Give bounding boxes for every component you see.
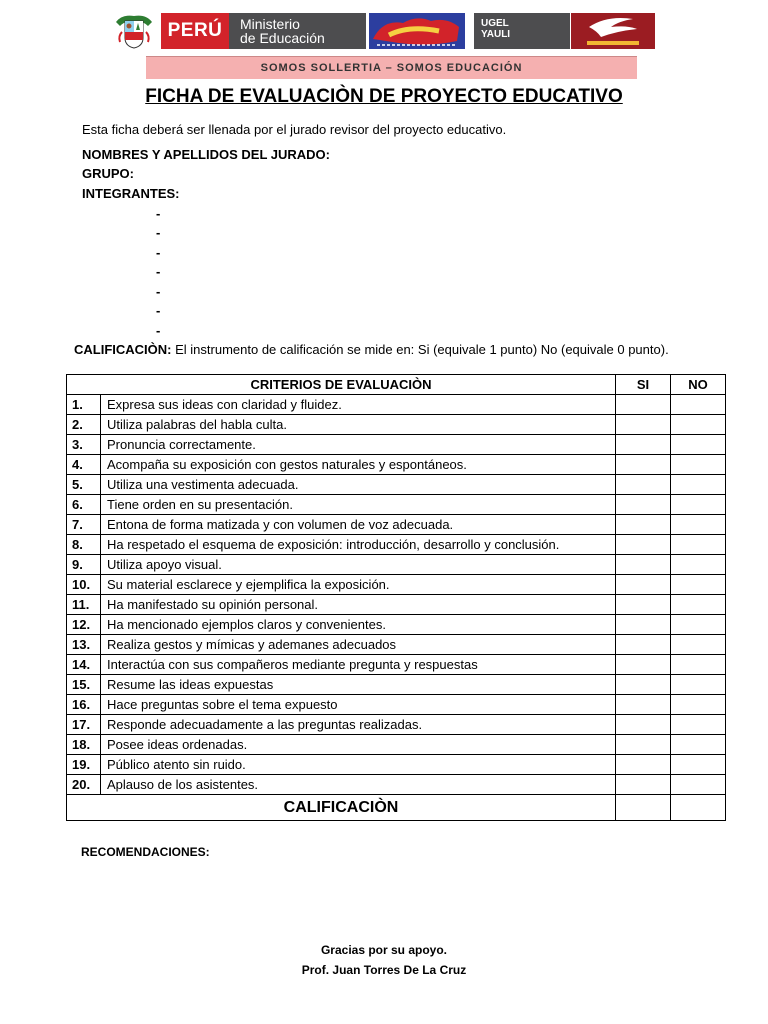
- no-mark-cell[interactable]: [671, 655, 726, 675]
- no-mark-cell[interactable]: [671, 615, 726, 635]
- table-header-row: [67, 375, 726, 395]
- criterion-text: Responde adecuadamente a las preguntas realizadas.: [101, 715, 616, 735]
- member-line: -: [156, 245, 161, 260]
- table-row: [67, 595, 726, 615]
- criterion-number: 14.: [67, 655, 101, 675]
- table-row: [67, 535, 726, 555]
- no-mark-cell[interactable]: [671, 735, 726, 755]
- criterion-text: Ha mencionado ejemplos claros y convenientes.: [101, 615, 616, 635]
- yes-mark-cell[interactable]: [616, 515, 671, 535]
- criteria-rows: [67, 395, 726, 821]
- author-name: Prof. Juan Torres De La Cruz: [301, 963, 467, 977]
- criterion-number: 19.: [67, 755, 101, 775]
- yes-mark-cell[interactable]: [616, 435, 671, 455]
- grading-text: El instrumento de calificación se mide en: Si (equivale 1 punto) No (equivale 0 punto).: [175, 342, 669, 357]
- no-mark-cell[interactable]: [671, 715, 726, 735]
- criterion-text: Hace preguntas sobre el tema expuesto: [101, 695, 616, 715]
- criterion-number: 18.: [67, 735, 101, 755]
- yes-mark-cell[interactable]: [616, 475, 671, 495]
- no-mark-cell[interactable]: [671, 515, 726, 535]
- no-mark-cell[interactable]: [671, 495, 726, 515]
- no-mark-cell[interactable]: [671, 775, 726, 795]
- yes-mark-cell[interactable]: [616, 455, 671, 475]
- criterion-text: Aplauso de los asistentes.: [101, 775, 616, 795]
- yes-mark-cell[interactable]: [616, 655, 671, 675]
- criterion-text: Utiliza apoyo visual.: [101, 555, 616, 575]
- criterion-number: 3.: [67, 435, 101, 455]
- member-line: -: [156, 323, 161, 338]
- member-line: -: [156, 206, 161, 221]
- no-mark-cell[interactable]: [671, 455, 726, 475]
- table-row: [67, 635, 726, 655]
- document-title: FICHA DE EVALUACIÒN DE PROYECTO EDUCATIVO: [145, 86, 623, 107]
- no-mark-cell[interactable]: [671, 575, 726, 595]
- criterion-text: Pronuncia correctamente.: [101, 435, 616, 455]
- table-row: [67, 395, 726, 415]
- total-row: [67, 795, 726, 821]
- ugel-line-1: UGEL: [481, 18, 509, 29]
- criterion-text: Público atento sin ruido.: [101, 755, 616, 775]
- yes-mark-cell[interactable]: [616, 595, 671, 615]
- grading-label: CALIFICACIÒN:: [74, 342, 172, 357]
- yes-header: SI: [616, 375, 671, 395]
- yes-mark-cell[interactable]: [616, 695, 671, 715]
- table-row: [67, 475, 726, 495]
- criterion-text: Utiliza palabras del habla culta.: [101, 415, 616, 435]
- criterion-number: 15.: [67, 675, 101, 695]
- ministry-line-2: de Educación: [240, 30, 325, 46]
- yes-mark-cell[interactable]: [616, 575, 671, 595]
- yes-mark-cell[interactable]: [616, 535, 671, 555]
- table-row: [67, 495, 726, 515]
- no-mark-cell[interactable]: [671, 695, 726, 715]
- criterion-number: 12.: [67, 615, 101, 635]
- criterion-text: Utiliza una vestimenta adecuada.: [101, 475, 616, 495]
- no-mark-cell[interactable]: [671, 635, 726, 655]
- ugel-line-2: YAULI: [481, 29, 511, 40]
- criterion-text: Expresa sus ideas con claridad y fluidez.: [101, 395, 616, 415]
- criterion-text: Ha respetado el esquema de exposición: introducción, desarrollo y conclusión.: [101, 535, 616, 555]
- no-mark-cell[interactable]: [671, 535, 726, 555]
- group-label: GRUPO:: [82, 166, 134, 181]
- criterion-text: Resume las ideas expuestas: [101, 675, 616, 695]
- criterion-text: Entona de forma matizada y con volumen de voz adecuada.: [101, 515, 616, 535]
- criterion-number: 2.: [67, 415, 101, 435]
- no-mark-cell[interactable]: [671, 595, 726, 615]
- criteria-header: CRITERIOS DE EVALUACIÒN: [67, 375, 616, 395]
- motto-text: SOMOS SOLLERTIA – SOMOS EDUCACIÓN: [260, 62, 523, 74]
- criterion-number: 7.: [67, 515, 101, 535]
- criterion-number: 20.: [67, 775, 101, 795]
- table-row: [67, 775, 726, 795]
- jury-name-label: NOMBRES Y APELLIDOS DEL JURADO:: [82, 147, 330, 162]
- ugel-yauli-logo: [474, 13, 570, 49]
- member-line: -: [156, 225, 161, 240]
- no-mark-cell[interactable]: [671, 415, 726, 435]
- table-row: [67, 615, 726, 635]
- table-row: [67, 575, 726, 595]
- junin-region-logo: [369, 13, 465, 49]
- table-row: [67, 555, 726, 575]
- sollertia-logo: [571, 13, 655, 49]
- peru-logo: [161, 13, 229, 49]
- member-line: -: [156, 284, 161, 299]
- yes-mark-cell[interactable]: [616, 615, 671, 635]
- table-row: [67, 435, 726, 455]
- criterion-text: Posee ideas ordenadas.: [101, 735, 616, 755]
- thanks-text: Gracias por su apoyo.: [320, 943, 448, 957]
- yes-mark-cell[interactable]: [616, 715, 671, 735]
- table-row: [67, 415, 726, 435]
- members-label: INTEGRANTES:: [82, 186, 180, 201]
- peru-coat-of-arms-logo: [110, 12, 158, 50]
- criterion-number: 4.: [67, 455, 101, 475]
- criterion-text: Interactúa con sus compañeros mediante pregunta y respuestas: [101, 655, 616, 675]
- no-mark-cell[interactable]: [671, 475, 726, 495]
- table-row: [67, 655, 726, 675]
- yes-mark-cell[interactable]: [616, 675, 671, 695]
- no-mark-cell[interactable]: [671, 755, 726, 775]
- table-row: [67, 675, 726, 695]
- member-line: -: [156, 303, 161, 318]
- criterion-text: Ha manifestado su opinión personal.: [101, 595, 616, 615]
- total-yes-cell[interactable]: [616, 795, 671, 821]
- criterion-number: 16.: [67, 695, 101, 715]
- table-row: [67, 695, 726, 715]
- yes-mark-cell[interactable]: [616, 775, 671, 795]
- criterion-number: 5.: [67, 475, 101, 495]
- criterion-text: Tiene orden en su presentación.: [101, 495, 616, 515]
- yes-mark-cell[interactable]: [616, 415, 671, 435]
- no-mark-cell[interactable]: [671, 675, 726, 695]
- criterion-number: 6.: [67, 495, 101, 515]
- criterion-number: 11.: [67, 595, 101, 615]
- criterion-number: 1.: [67, 395, 101, 415]
- motto-banner: [146, 56, 637, 79]
- intro-text: Esta ficha deberá ser llenada por el jurado revisor del proyecto educativo.: [82, 122, 507, 137]
- criterion-number: 10.: [67, 575, 101, 595]
- yes-mark-cell[interactable]: [616, 555, 671, 575]
- evaluation-criteria-table: [66, 374, 726, 821]
- criterion-text: Su material esclarece y ejemplifica la exposición.: [101, 575, 616, 595]
- no-header: NO: [671, 375, 726, 395]
- ministry-line-1: Ministerio: [240, 16, 300, 32]
- grading-scale-note: [74, 342, 669, 357]
- ministry-of-education-logo: [229, 13, 366, 49]
- yes-mark-cell[interactable]: [616, 635, 671, 655]
- yes-mark-cell[interactable]: [616, 395, 671, 415]
- yes-mark-cell[interactable]: [616, 495, 671, 515]
- no-mark-cell[interactable]: [671, 555, 726, 575]
- peru-label: PERÚ: [167, 20, 223, 41]
- no-mark-cell[interactable]: [671, 435, 726, 455]
- criterion-number: 13.: [67, 635, 101, 655]
- criterion-number: 8.: [67, 535, 101, 555]
- total-score-label: CALIFICACIÒN: [67, 795, 616, 821]
- criterion-text: Acompaña su exposición con gestos naturales y espontáneos.: [101, 455, 616, 475]
- criterion-text: Realiza gestos y mímicas y ademanes adecuados: [101, 635, 616, 655]
- no-mark-cell[interactable]: [671, 395, 726, 415]
- criterion-number: 17.: [67, 715, 101, 735]
- recommendations-label: RECOMENDACIONES:: [81, 845, 210, 859]
- yes-mark-cell[interactable]: [616, 735, 671, 755]
- table-row: [67, 515, 726, 535]
- criterion-number: 9.: [67, 555, 101, 575]
- yes-mark-cell[interactable]: [616, 755, 671, 775]
- table-row: [67, 755, 726, 775]
- total-no-cell[interactable]: [671, 795, 726, 821]
- table-row: [67, 735, 726, 755]
- table-row: [67, 455, 726, 475]
- table-row: [67, 715, 726, 735]
- member-line: -: [156, 264, 161, 279]
